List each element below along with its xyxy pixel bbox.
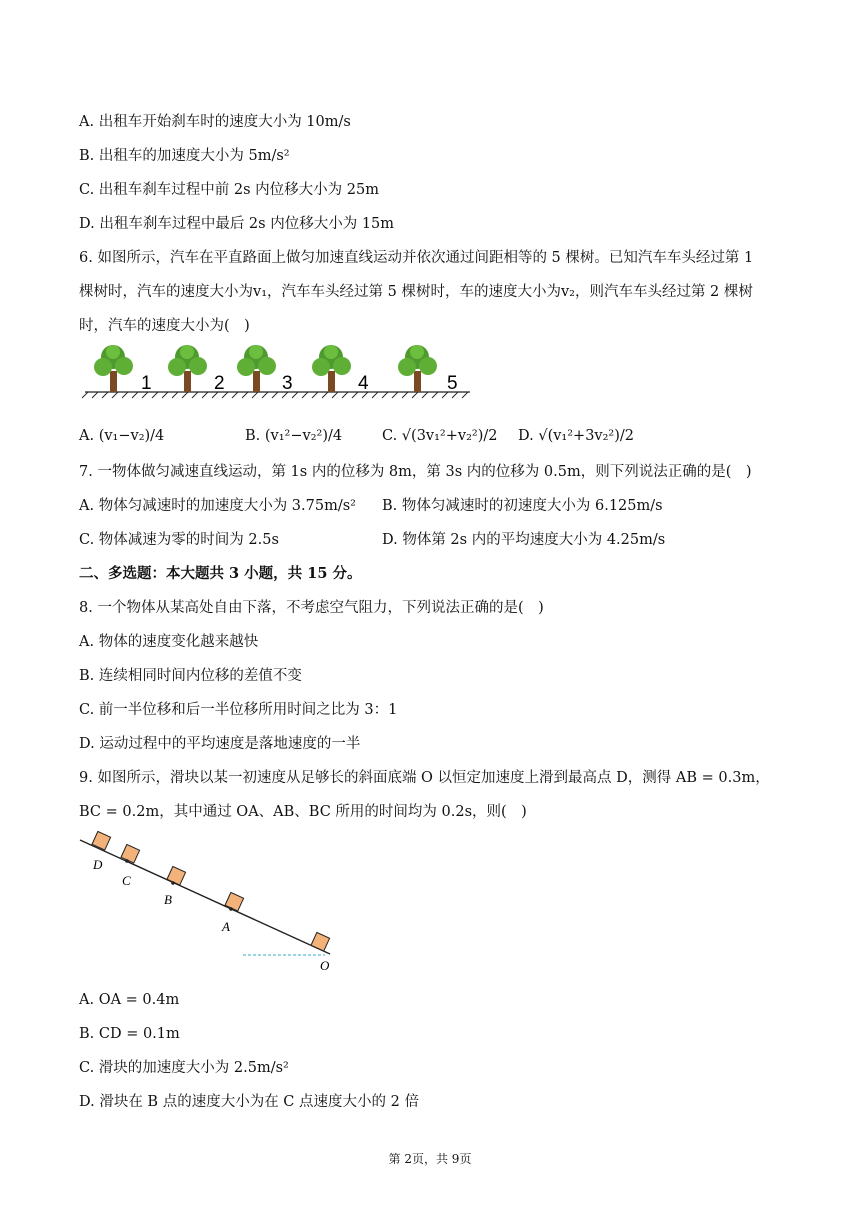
q6-option-d: D. √(v₁²+3v₂²)/2: [518, 428, 634, 444]
point-label-b: B: [164, 892, 172, 907]
point-label-d: D: [93, 857, 103, 872]
q7-option-a: A. 物体匀减速时的加速度大小为 3.75m/s²: [79, 498, 356, 514]
q7-option-c: C. 物体减速为零的时间为 2.5s: [79, 532, 279, 548]
trees-figure: [85, 345, 475, 400]
q5-option-a: A. 出租车开始刹车时的速度大小为 10m/s: [79, 114, 351, 130]
q6-option-c: C. √(3v₁²+v₂²)/2: [382, 428, 498, 444]
q6-stem-line1: 6. 如图所示，汽车在平直路面上做匀加速直线运动并依次通过间距相等的 5 棵树。已知汽车车头经过第 1: [79, 250, 754, 266]
tree-2-icon: [168, 345, 207, 392]
tree-1-icon: [94, 345, 133, 392]
section-heading: 二、多选题：本大题共 3 小题，共 15 分。: [79, 565, 362, 582]
q7-option-b: B. 物体匀减速时的初速度大小为 6.125m/s: [382, 498, 663, 514]
block-a: [225, 892, 244, 911]
q6-option-a: A. (v₁−v₂)/4: [79, 428, 165, 444]
tree-label-4: 4: [358, 373, 369, 394]
q6-stem-line2: 棵树时，汽车的速度大小为v₁，汽车车头经过第 5 棵树时，车的速度大小为v₂，则汽车车头经过第 2 棵树: [79, 284, 753, 300]
q9-option-d: D. 滑块在 B 点的速度大小为在 C 点速度大小的 2 倍: [79, 1094, 419, 1110]
q9-option-c: C. 滑块的加速度大小为 2.5m/s²: [79, 1060, 289, 1076]
tree-3-icon: [237, 345, 276, 392]
q7-stem: 7. 一物体做匀减速直线运动，第 1s 内的位移为 8m，第 3s 内的位移为 0.5m，则下列说法正确的是( ): [79, 464, 752, 480]
q8-option-a: A. 物体的速度变化越来越快: [79, 634, 259, 650]
q9-stem-line2: BC = 0.2m，其中通过 OA、AB、BC 所用的时间均为 0.2s，则( ): [79, 804, 527, 820]
q6-option-b: B. (v₁²−v₂²)/4: [245, 428, 343, 444]
q8-option-c: C. 前一半位移和后一半位移所用时间之比为 3：1: [79, 702, 398, 718]
q9-stem-line1: 9. 如图所示，滑块以某一初速度从足够长的斜面底端 O 以恒定加速度上滑到最高点 D，测得 AB = 0.3m，: [79, 770, 770, 786]
q5-option-c: C. 出租车刹车过程中前 2s 内位移大小为 25m: [79, 182, 379, 198]
q9-option-b: B. CD = 0.1m: [79, 1026, 180, 1042]
page-footer: 第 2页，共 9页: [388, 1152, 472, 1166]
point-label-a: A: [222, 919, 230, 934]
q9-option-a: A. OA = 0.4m: [79, 992, 180, 1008]
tree-label-3: 3: [282, 373, 293, 394]
q7-option-d: D. 物体第 2s 内的平均速度大小为 4.25m/s: [382, 532, 666, 548]
q8-option-d: D. 运动过程中的平均速度是落地速度的一半: [79, 736, 361, 752]
point-label-c: C: [122, 873, 131, 888]
point-label-o: O: [320, 958, 330, 973]
q8-option-b: B. 连续相同时间内位移的差值不变: [79, 668, 302, 684]
tree-5-icon: [398, 345, 437, 392]
tree-4-icon: [312, 345, 351, 392]
q5-option-d: D. 出租车刹车过程中最后 2s 内位移大小为 15m: [79, 216, 395, 232]
tree-label-1: 1: [141, 373, 152, 394]
q6-stem-line3: 时，汽车的速度大小为( ): [79, 318, 250, 334]
q5-option-b: B. 出租车的加速度大小为 5m/s²: [79, 148, 290, 164]
q8-stem: 8. 一个物体从某高处自由下落，不考虑空气阻力，下列说法正确的是( ): [79, 600, 544, 616]
block-b: [167, 866, 186, 885]
block-o: [311, 932, 330, 951]
tree-label-2: 2: [214, 373, 225, 394]
tree-label-5: 5: [447, 373, 458, 394]
incline-figure: [78, 832, 348, 977]
